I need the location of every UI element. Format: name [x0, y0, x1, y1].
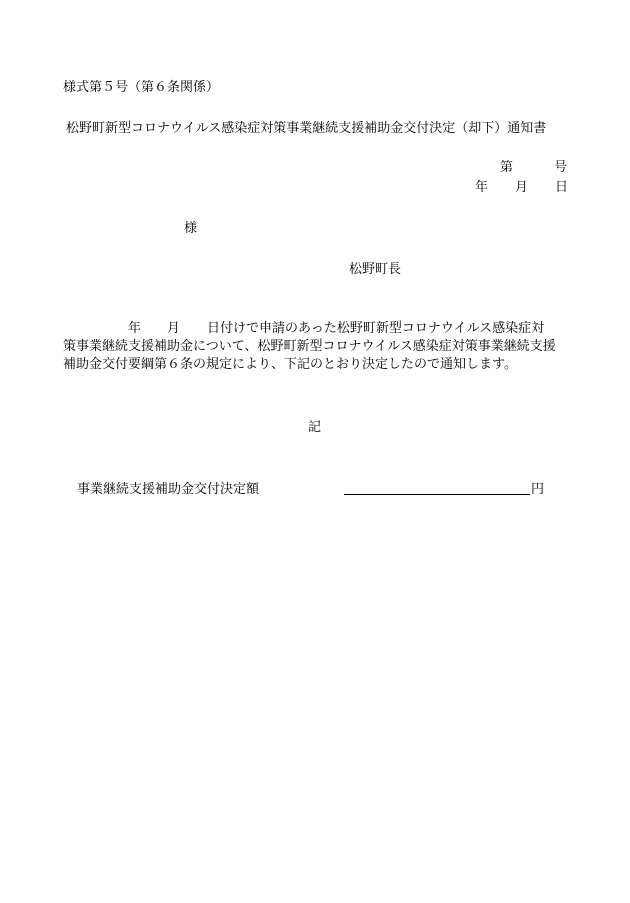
- document-title: 松野町新型コロナウイルス感染症対策事業継続支援補助金交付決定（却下）通知書: [66, 121, 547, 136]
- document-number-suffix: 号: [554, 160, 568, 175]
- form-number: 様式第５号（第６条関係）: [63, 80, 220, 95]
- amount-unit: 円: [531, 482, 545, 497]
- body-month-label: 月: [167, 321, 181, 336]
- sender-name: 松野町長: [349, 262, 402, 277]
- issue-date-day: 日: [555, 180, 569, 195]
- issue-date-month: 月: [515, 180, 529, 195]
- body-line-1-text: 日付けで申請のあった松野町新型コロナウイルス感染症対: [207, 321, 545, 336]
- ki-heading: 記: [308, 420, 322, 435]
- recipient-honorific: 様: [184, 221, 198, 236]
- body-line-2: 策事業継続支援補助金について、松野町新型コロナウイルス感染症対策事業継続支援: [63, 339, 556, 354]
- amount-label: 事業継続支援補助金交付決定額: [77, 482, 260, 497]
- body-year-label: 年: [128, 321, 142, 336]
- body-line-3: 補助金交付要綱第６条の規定により、下記のとおり決定したので通知します。: [63, 357, 517, 372]
- body-text: [63, 320, 583, 374]
- issue-date-year: 年: [475, 180, 489, 195]
- document-number-prefix: 第: [500, 160, 514, 175]
- body-line-1: [63, 320, 583, 338]
- amount-entry-line: [344, 494, 530, 495]
